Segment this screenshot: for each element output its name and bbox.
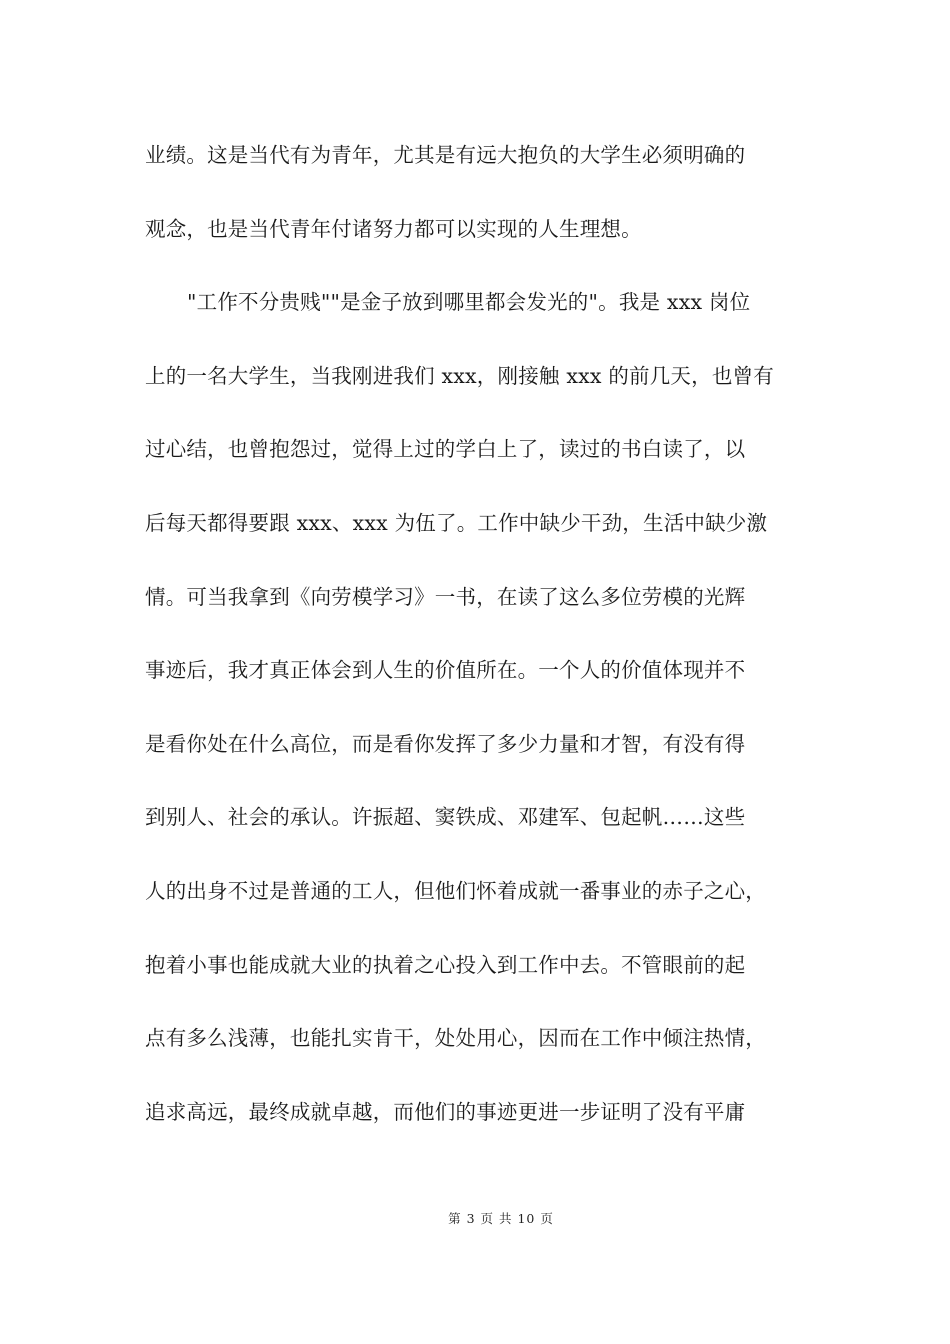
text-line: 点有多么浅薄，也能扎实肯干，处处用心，因而在工作中倾注热情， xyxy=(145,1026,766,1051)
text-line: 人的出身不过是普通的工人，但他们怀着成就一番事业的赤子之心， xyxy=(145,878,766,903)
text-line: 观念，也是当代青年付诸努力都可以实现的人生理想。 xyxy=(145,216,642,241)
page-footer xyxy=(0,1209,950,1227)
text-line: 抱着小事也能成就大业的执着之心投入到工作中去。不管眼前的起 xyxy=(145,952,746,977)
text-line: 情。可当我拿到《向劳模学习》一书，在读了这么多位劳模的光辉 xyxy=(145,584,746,609)
text-line: 业绩。这是当代有为青年，尤其是有远大抱负的大学生必须明确的 xyxy=(145,143,746,167)
text-line: 是看你处在什么高位，而是看你发挥了多少力量和才智，有没有得 xyxy=(145,731,746,756)
text-line: 到别人、社会的承认。许振超、窦铁成、邓建军、包起帆……这些 xyxy=(145,805,746,830)
text-line: 追求高远，最终成就卓越，而他们的事迹更进一步证明了没有平庸 xyxy=(145,1099,746,1124)
text-line: 后每天都得要跟 xxx、xxx 为伍了。工作中缺少干劲，生活中缺少激 xyxy=(145,510,768,535)
text-line: 过心结，也曾抱怨过，觉得上过的学白上了，读过的书白读了，以 xyxy=(145,437,746,462)
body-text xyxy=(145,134,815,1164)
text-line: 上的一名大学生，当我刚进我们 xxx，刚接触 xxx 的前几天，也曾有 xyxy=(145,363,774,388)
text-line: 事迹后，我才真正体会到人生的价值所在。一个人的价值体现并不 xyxy=(145,658,746,683)
text-line-paragraph-start: "工作不分贵贱""是金子放到哪里都会发光的"。我是 xxx 岗位 xyxy=(187,290,751,315)
page-number: 第 3 页 共 10 页 xyxy=(448,1211,554,1226)
